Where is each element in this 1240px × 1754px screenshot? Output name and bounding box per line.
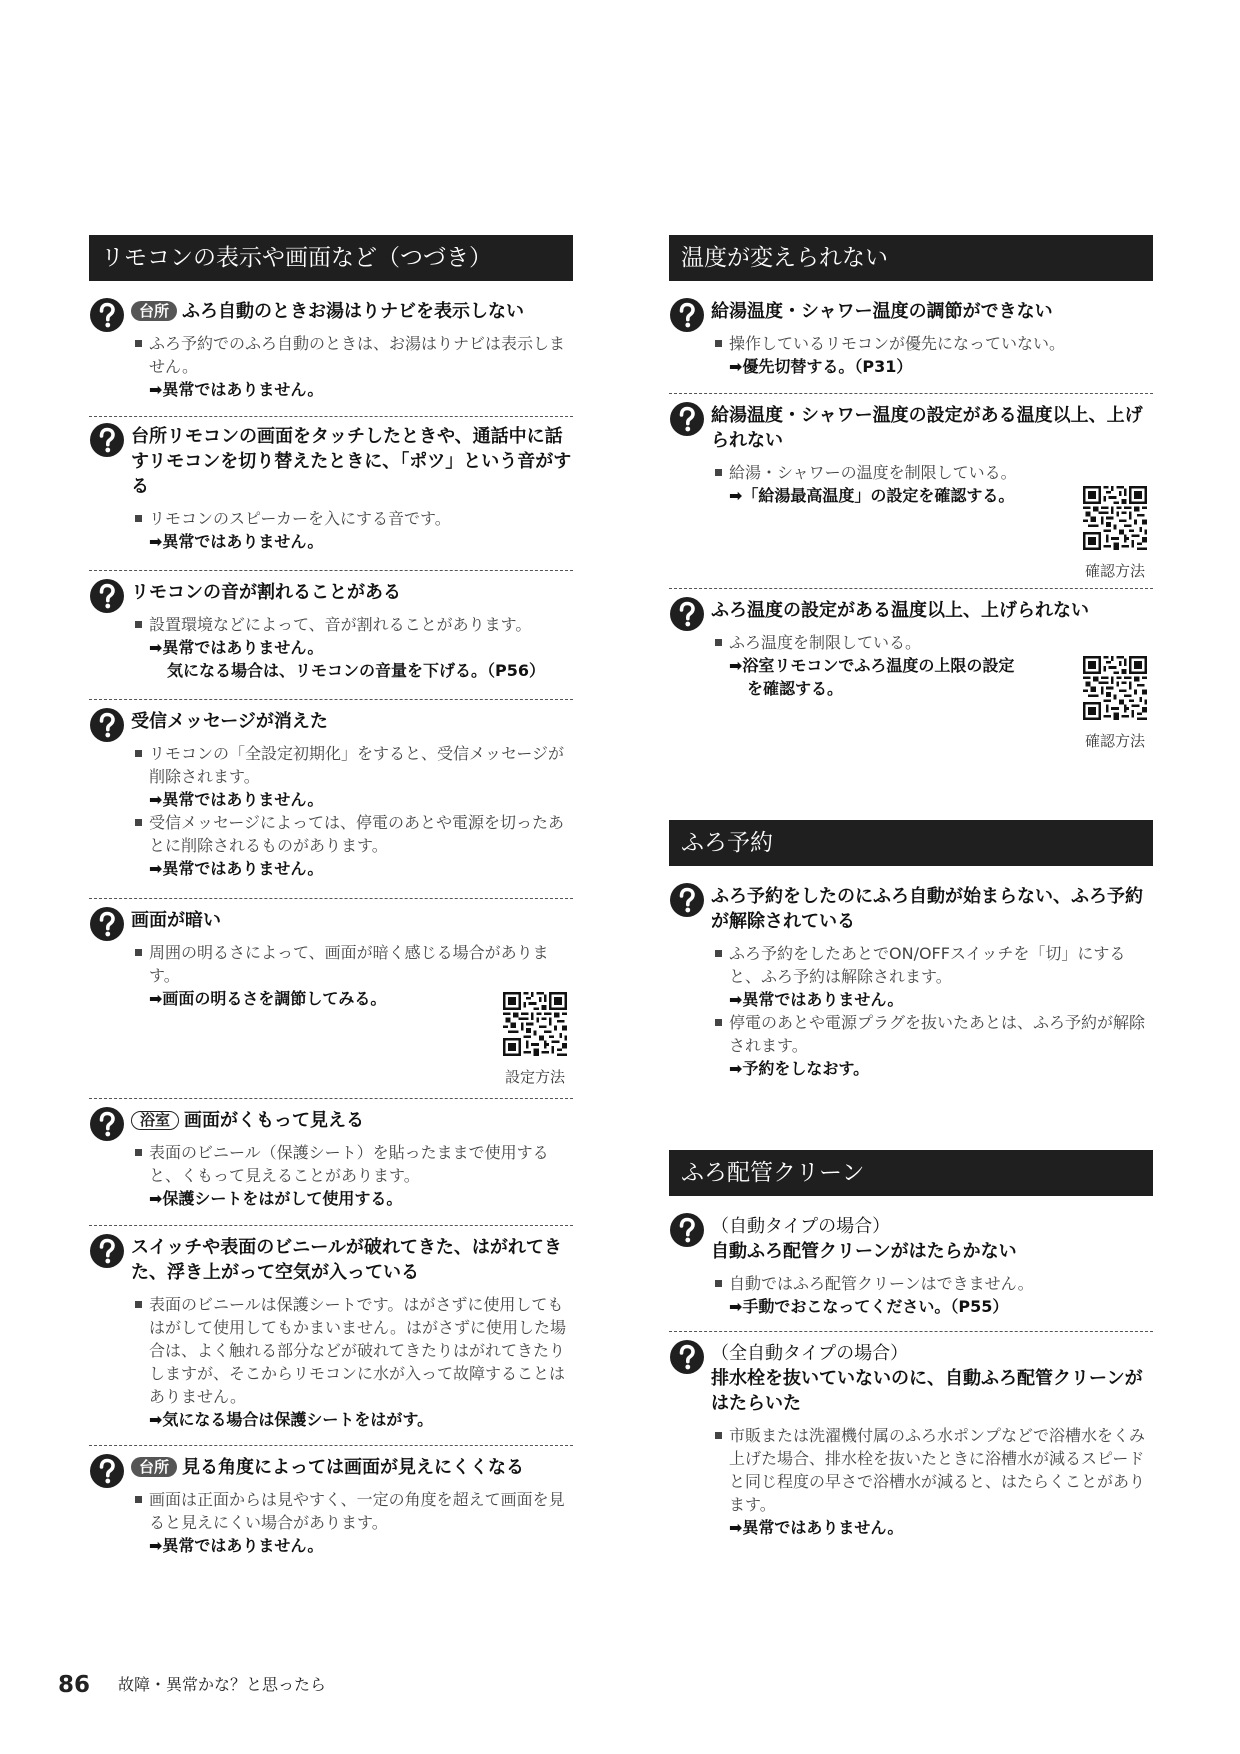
faq-question (669, 598, 1153, 623)
qr-code-icon (1083, 656, 1147, 720)
answer-bullet: 表面のビニールは保護シートです。はがさずに使用してもはがして使用してもかまいません。はがさずに使用した場合は、よく触れる部分などが破れてきたりはがれてきたりしますが、そこからリモコンに水が入って故障することはありません。 (135, 1293, 573, 1408)
qr-code-icon (1083, 486, 1147, 550)
answer-action: を確認する。 (747, 679, 844, 698)
faq-item (669, 1214, 1153, 1318)
question-circle-icon (669, 882, 705, 918)
faq-question-text: スイッチや表面のビニールが破れてきた、はがれてきた、浮き上がって空気が入っている (131, 1237, 562, 1283)
faq-question (89, 709, 573, 734)
faq-item (89, 709, 573, 880)
answer-action: ➡異常ではありません。 (149, 638, 324, 657)
answer-bullet: 操作しているリモコンが優先になっていない。 (715, 332, 1153, 355)
answer-action: ➡優先切替する。（P31） (729, 357, 913, 376)
faq-question-text: 給湯温度・シャワー温度の調節ができない (711, 301, 1053, 322)
section-title-bath-reservation: ふろ予約 (669, 820, 1153, 866)
dashed-divider (89, 1225, 573, 1226)
answer-action: ➡異常ではありません。 (149, 790, 324, 809)
answer-action: ➡保護シートをはがして使用する。 (149, 1189, 403, 1208)
faq-question-text: 画面がくもって見える (184, 1110, 365, 1131)
location-badge-bathroom: 浴室 (131, 1111, 179, 1130)
faq-question-text: ふろ温度の設定がある温度以上、上げられない (711, 600, 1089, 621)
faq-answer (135, 1293, 573, 1431)
question-circle-icon (669, 596, 705, 632)
answer-action: 気になる場合は、リモコンの音量を下げる。（P56） (167, 661, 545, 680)
question-circle-icon (89, 1233, 125, 1269)
dashed-divider (669, 393, 1153, 394)
faq-question (89, 908, 573, 933)
faq-question-text: ふろ予約をしたのにふろ自動が始まらない、ふろ予約が解除されている (711, 886, 1143, 932)
section-title-remote-display: リモコンの表示や画面など（つづき） (89, 235, 573, 281)
faq-answer (715, 1272, 1153, 1318)
question-circle-icon (89, 578, 125, 614)
faq-question (89, 1108, 573, 1133)
faq-question (669, 403, 1153, 453)
question-circle-icon (89, 906, 125, 942)
faq-item (89, 424, 573, 553)
answer-bullet: 停電のあとや電源プラグを抜いたあとは、ふろ予約が解除されます。 (715, 1011, 1153, 1057)
question-circle-icon (89, 1453, 125, 1489)
answer-bullet: ふろ予約でのふろ自動のときは、お湯はりナビは表示しません。 (135, 332, 573, 378)
faq-answer (135, 1141, 573, 1210)
faq-item (669, 299, 1153, 378)
faq-answer (135, 332, 573, 401)
dashed-divider (89, 699, 573, 700)
faq-question-text: 排水栓を抜いていないのに、自動ふろ配管クリーンがはたらいた (711, 1368, 1143, 1414)
faq-item (669, 403, 1153, 578)
faq-question (89, 1235, 573, 1285)
qr-code-check-max-temp[interactable] (1083, 486, 1147, 581)
faq-question-text: 自動ふろ配管クリーンがはたらかない (711, 1241, 1017, 1262)
answer-action: ➡異常ではありません。 (149, 1536, 324, 1555)
answer-bullet: 給湯・シャワーの温度を制限している。 (715, 461, 1153, 484)
section-title-temperature: 温度が変えられない (669, 235, 1153, 281)
answer-action: ➡手動でおこなってください。（P55） (729, 1297, 1009, 1316)
answer-bullet: 自動ではふろ配管クリーンはできません。 (715, 1272, 1153, 1295)
faq-question (669, 884, 1153, 934)
type-label: （自動タイプの場合） (711, 1216, 891, 1237)
faq-question (669, 1341, 1153, 1416)
answer-action: ➡異常ではありません。 (149, 859, 324, 878)
faq-answer (715, 1424, 1153, 1539)
faq-question-text: 台所リモコンの画面をタッチしたときや、通話中に話すリモコンを切り替えたときに、「ポツ」という音がする (131, 426, 572, 497)
faq-answer (715, 942, 1153, 1080)
faq-question-text: 見る角度によっては画面が見えにくくなる (182, 1457, 525, 1478)
faq-answer (135, 742, 573, 880)
faq-item (89, 299, 573, 401)
faq-item (669, 884, 1153, 1080)
answer-action: ➡「給湯最高温度」の設定を確認する。 (729, 486, 1015, 505)
faq-question (89, 299, 573, 324)
question-circle-icon (669, 1339, 705, 1375)
qr-label: 確認方法 (1084, 562, 1145, 580)
page-number: 86 (58, 1672, 91, 1698)
dashed-divider (89, 1098, 573, 1099)
qr-code-settings[interactable] (503, 992, 567, 1087)
faq-question (89, 424, 573, 499)
faq-question-text: 画面が暗い (131, 910, 221, 931)
faq-item (669, 598, 1153, 758)
faq-item (89, 1455, 573, 1557)
question-circle-icon (89, 1106, 125, 1142)
answer-bullet: ふろ温度を制限している。 (715, 631, 1153, 654)
faq-answer (135, 1488, 573, 1557)
question-circle-icon (669, 1212, 705, 1248)
faq-answer (715, 332, 1153, 378)
answer-bullet: ふろ予約をしたあとでON/OFFスイッチを「切」にすると、ふろ予約は解除されます。 (715, 942, 1153, 988)
faq-answer (135, 613, 573, 682)
faq-question (669, 1214, 1153, 1264)
faq-question (669, 299, 1153, 324)
answer-action: ➡画面の明るさを調節してみる。 (149, 989, 387, 1008)
faq-item (89, 1108, 573, 1210)
answer-action: ➡異常ではありません。 (149, 380, 324, 399)
answer-bullet: 受信メッセージによっては、停電のあとや電源を切ったあとに削除されるものがあります。 (135, 811, 573, 857)
location-badge-kitchen: 台所 (131, 301, 177, 321)
answer-bullet: リモコンの「全設定初期化」をすると、受信メッセージが削除されます。 (135, 742, 573, 788)
answer-bullet: 設置環境などによって、音が割れることがあります。 (135, 613, 573, 636)
answer-bullet: リモコンのスピーカーを入にする音です。 (135, 507, 573, 530)
question-circle-icon (89, 422, 125, 458)
answer-bullet: 市販または洗濯機付属のふろ水ポンプなどで浴槽水をくみ上げた場合、排水栓を抜いたときに浴槽水が減るスピードと同じ程度の早さで浴槽水が減ると、はたらくことがあります。 (715, 1424, 1153, 1516)
faq-item (89, 908, 573, 1088)
answer-action: ➡浴室リモコンでふろ温度の上限の設定 (729, 656, 1015, 675)
dashed-divider (669, 1331, 1153, 1332)
location-badge-kitchen: 台所 (131, 1457, 177, 1477)
section-title-pipe-clean: ふろ配管クリーン (669, 1150, 1153, 1196)
qr-label: 設定方法 (504, 1068, 565, 1086)
dashed-divider (669, 588, 1153, 589)
answer-action: ➡異常ではありません。 (729, 990, 904, 1009)
qr-code-check-bath-temp[interactable] (1083, 656, 1147, 751)
answer-action: ➡異常ではありません。 (149, 532, 324, 551)
faq-item (89, 1235, 573, 1431)
chapter-title: 故障・異常かな？と思ったら (118, 1675, 327, 1694)
faq-question (89, 1455, 573, 1480)
dashed-divider (89, 570, 573, 571)
qr-label: 確認方法 (1084, 732, 1145, 750)
faq-question-text: リモコンの音が割れることがある (131, 582, 401, 603)
answer-bullet: 周囲の明るさによって、画面が暗く感じる場合があります。 (135, 941, 573, 987)
question-circle-icon (89, 707, 125, 743)
faq-question (89, 580, 573, 605)
faq-question-text: 給湯温度・シャワー温度の設定がある温度以上、上げられない (711, 405, 1143, 451)
answer-action: ➡予約をしなおす。 (729, 1059, 870, 1078)
answer-bullet: 表面のビニール（保護シート）を貼ったままで使用すると、くもって見えることがあります。 (135, 1141, 573, 1187)
faq-item (89, 580, 573, 682)
question-circle-icon (669, 297, 705, 333)
dashed-divider (89, 416, 573, 417)
faq-answer (135, 507, 573, 553)
page-footer (58, 1672, 326, 1698)
dashed-divider (89, 898, 573, 899)
faq-question-text: ふろ自動のときお湯はりナビを表示しない (182, 301, 525, 322)
type-label: （全自動タイプの場合） (711, 1343, 909, 1364)
answer-action: ➡気になる場合は保護シートをはがす。 (149, 1410, 434, 1429)
faq-item (669, 1341, 1153, 1539)
question-circle-icon (89, 297, 125, 333)
dashed-divider (89, 1445, 573, 1446)
qr-code-icon (503, 992, 567, 1056)
answer-action: ➡異常ではありません。 (729, 1518, 904, 1537)
question-circle-icon (669, 401, 705, 437)
faq-question-text: 受信メッセージが消えた (131, 711, 328, 732)
answer-bullet: 画面は正面からは見やすく、一定の角度を超えて画面を見ると見えにくい場合があります。 (135, 1488, 573, 1534)
